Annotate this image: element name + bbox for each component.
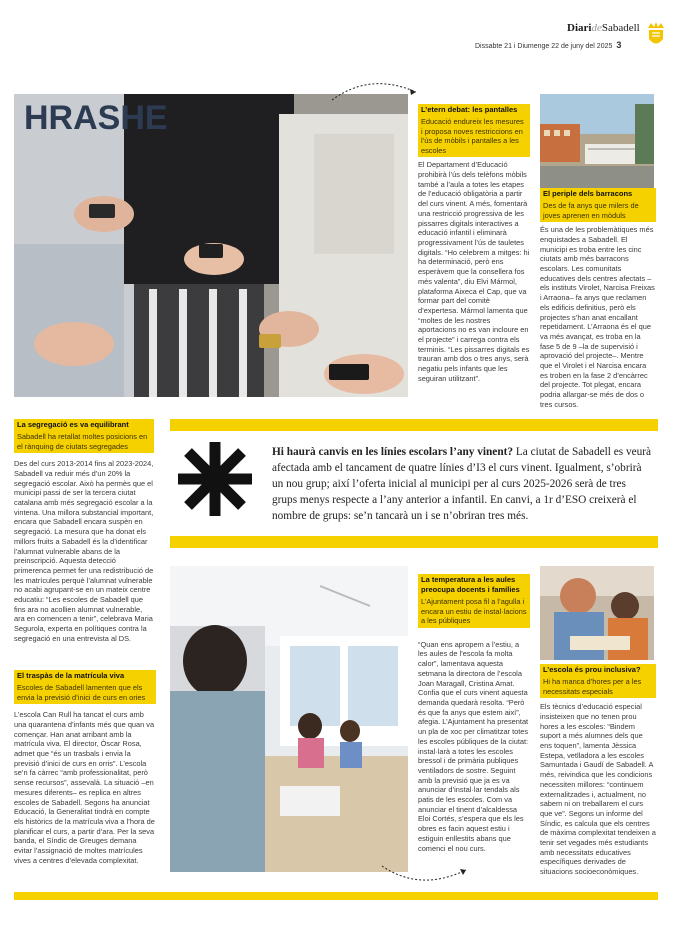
- screens-section: [418, 104, 530, 384]
- classroom-photo-drawing: [170, 566, 408, 872]
- brand-logo[interactable]: [567, 22, 640, 34]
- barracks-photo-drawing: [540, 94, 654, 190]
- enrollment-section: [14, 670, 156, 865]
- highlight-top-bar: [170, 419, 658, 431]
- screens-subtitle: Educació endureix les mesures i proposa noves restriccions en l’ús de mòbils i pantalles a les escoles: [418, 116, 530, 157]
- barracks-subtitle: Des de fa anys que milers de joves aprenen en mòduls: [540, 200, 656, 222]
- issue-date: [475, 40, 621, 50]
- page-number: 3: [616, 40, 622, 50]
- phones-photo-drawing: [14, 94, 408, 397]
- heat-body: “Quan ens apropem a l’estiu, a les aules de l’escola fa molta calor”, lamentava aquesta setmana la directora de l’escola Joan Maragall, Cristina Amat. Confia que el curs vinent aquesta demanda quedarà resolta. “Però és que fa anys que estem així”, afegia. L’Ajuntament ha presentat un pla de xoc per climatitzar totes les escoles públiques de la ciutat: instal·larà a totes les escoles bressol i de primària publiques ventiladors de sostre. Seguint amb la previsió que ja es va anunciar d’instal·lar tendals als patis de les escoles. Com va anunciar el tinent d’alcaldessa Eloi Cortés, s’espera que els les obres es facin aquest estiu i estiguin enllestits abans que comenci el nou curs.: [418, 639, 529, 853]
- brand-de: de: [591, 22, 602, 34]
- brand-sabadell: Sabadell: [601, 22, 640, 34]
- enrollment-title: El traspàs de la matrícula viva: [14, 670, 156, 682]
- svg-text:HRASHE: HRASHE: [24, 99, 168, 137]
- date-text: Dissabte 21 i Diumenge 22 de juny del 2025: [475, 43, 613, 50]
- segregation-subtitle: Sabadell ha retallat moltes posicions en el rànquing de ciutats segregades: [14, 431, 154, 453]
- inclusive-section: [540, 664, 656, 877]
- screens-title: L’etern debat: les pantalles: [418, 104, 530, 116]
- segregation-title: La segregació es va equilibrant: [14, 419, 154, 431]
- heat-title: La temperatura a les aules preocupa docents i famílies: [418, 574, 530, 596]
- inclusive-body: Els tècnics d’educació especial insisteixen que no tenen prou hores a les escoles: “Bindem suport a més alumnes dels que ens toquen”, lamenta Jèssica Estepa, vetlladora a les escoles Samuntada i Gaudí de Sabadell. A més, reivindica que les condicions necessiten millores: “continuem externalitzades i, actualment, no sabem ni on treballarem el curs que ve”. Segons un informe del Síndic, es calcula que els centres de màxima complexitat tendeixen a tenir set vegades més estudiants amb necessitats educatives específiques derivades de situacions socioeconòmiques.: [540, 702, 656, 877]
- inclusive-school-photo: [540, 566, 654, 660]
- segregation-section: [14, 419, 154, 644]
- dashed-arrow-bottom: [380, 862, 470, 888]
- asterisk-icon: [176, 440, 254, 518]
- footer-bar: [14, 892, 658, 900]
- inclusive-photo-drawing: [540, 566, 654, 660]
- highlight-bottom-bar: [170, 536, 658, 548]
- heat-section: [418, 574, 530, 853]
- enrollment-subtitle: Escoles de Sabadell lamenten que els envia la previsió d’inici de curs en ories: [14, 682, 156, 704]
- barracks-section: [540, 188, 656, 410]
- segregation-body: Des del curs 2013-2014 fins al 2023-2024, Sabadell va reduir més d’un 20% la segregació escolar. Això ha permès que el municipi passi de ser la tercera ciutat catalana amb més segregació escolar a la vintena. Una millora substancial important, encara que Sabadell encara suspèn en segregació. La mesura que ha donat els millors fruits a Sabadell és la d’identificar l’alumnat vulnerable abans de la preinscripció. Aquesta detecció primerenca permet fer una redistribució de les matrícules perquè l’alumnat vulnerable no acabi agrupant-se en un mateix centre educatiu: “Les escoles de Sabadell que fins ara no acollien alumnat vulnerable, ara en comencen a tenir”, celebrava Maria Segurola, experta en polítiques contra la segregació en una entrevista al DS.: [14, 459, 154, 643]
- barracks-photo: [540, 94, 654, 190]
- inclusive-subtitle: Hi ha manca d’hores per a les necessitats especials: [540, 676, 656, 698]
- dashed-arrow: [330, 76, 420, 102]
- barracks-title: El periple dels barracons: [540, 188, 656, 200]
- screens-body: El Departament d’Educació prohibirà l’ús dels telèfons mòbils també a l’aula a totes les etapes de l’educació obligatòria a partir del curs vinent. A més, fomentarà una restricció progressiva de les pissarres digitals interactives a educació infantil i eliminarà progressivament l’ús de tauletes digitals. “Ho celebrem a mitges: hi ha determinació, però ens esperàvem que la consellera fos més valenta”, diu Elvi Mármol, plataforma Aixeca el Cap, que va formar part del comitè d’expertesa. Mármol lamenta que “moltes de les nostres aportacions no es van incloure en el projecte” i carrega contra els terminis. “Les pissarres digitals es trauran amb dos o tres anys, serà negatiu pels infants que les seguiran utilitzant”.: [418, 160, 530, 383]
- enrollment-body: L’escola Can Rull ha tancat el curs amb una quarantena d’infants més que quan va començar. Han anat arribant amb la matrícula viva. El director, Òscar Rosa, admet que “és un trasbals i envia la previsió d’inici de curs en orris”. L’escola se’n fa càrrec “amb professionalitat, però sense recursos”, assevalà. La situació –en mesures diferents– es replica en altres escoles de Sabadell. Segons ha anunciat Educació, la Generalitat tindrà en compte els històrics de la matrícula viva a l’hora de planificar el curs, a partir d’ara. Per la seva banda, el Síndic de Greuges demana evitar l’assignació de moltes matrícules vives a centres d’elevada complexitat.: [14, 710, 155, 865]
- inclusive-title: L’escola és prou inclusiva?: [540, 664, 656, 676]
- highlight-text: [272, 444, 652, 524]
- phones-photo: [14, 94, 408, 397]
- brand-diari: Diari: [567, 22, 592, 34]
- highlight-question: Hi haurà canvis en les línies escolars l’any vinent?: [272, 446, 514, 458]
- highlight-answer: La ciutat de Sabadell es veurà afectada amb el tancament de quatre línies d’I3 el curs vinent. Igualment, s’obrirà un nou grup; així l’oferta inicial al municipi per al curs 2025-2026 serà de tres grups menys respecte a l’any anterior a infantil. En canvi, a 1r d’ESO creixerà el nombre de grups: se’n tancarà un i se n’obriran tres més.: [272, 446, 652, 522]
- barracks-body: És una de les problemàtiques més enquistades a Sabadell. El municipi es troba entre les cinc ciutats amb més barracons escolars. Les comunitats educatives dels centres afectats –els instituts Virolet, Narcisa Freixas i Arraona– fa anys que reclamen els edificis definitius, però els projectes s’han anat encallant repetidament. L’Arraona és el que va més avançat, es troba en la fase 5 de 9 –la de supervisió i aprovació del projecte–. Mentre que el Virolet i el Narcisa encara es troben en la fase 2 d’encàrrec del projecte. Tot plegat, encara podria allargar-se més de dos o tres cursos.: [540, 225, 655, 409]
- crown-shield-icon: [646, 22, 666, 48]
- classroom-photo: [170, 566, 408, 872]
- heat-subtitle: L’Ajuntament posa fil a l’agulla i encara un estiu de instal·lacions a les públiques: [418, 596, 530, 628]
